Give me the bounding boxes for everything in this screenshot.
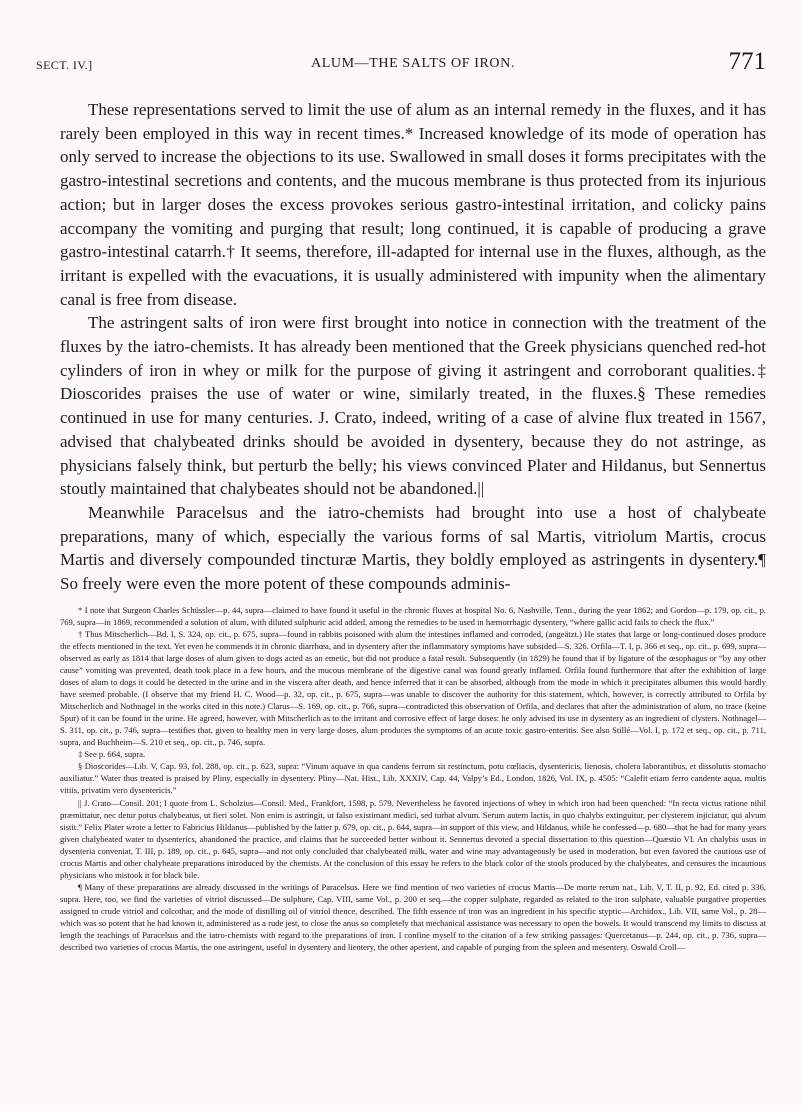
page-number: 771	[728, 48, 766, 75]
footnote-dagger: † Thus Mitscherlich—Bd. I, S. 324, op. cit., p. 675, supra—found in rabbits poisoned with alum the intestines inflamed and corroded, (angeätzt.) He states that large or long-continued doses produce the effects mentioned in the text. Yet even he commends it in chronic diarrhœa, and in dysentery after the inflammatory symptoms have subsided—S. 326. Orfila—T. I, p. 366 et seq., op. cit., p. 699, supra—observed as early as 1814 that large doses of alum given to dogs acted as an emetic, but did not produce a fatal result. Subsequently (in 1829) he found that if by ligature of the œsophagus or “by any other cause” vomiting was prevented, death took place in a few hours, and the mucous membrane of the digestive canal was found greatly inflamed. Orfila found furthermore that after the exhibition of large doses of alum to dogs it could be detected in the urine and in the viscera after death, and hence inferred that it can be absorbed, although from the mode in which it precipitates albumen this would hardly have seemed probable. (I observe that my friend H. C. Wood—p. 32, op. cit., p. 675, supra—was unable to discover the authority for this statement, which, however, is correctly attributed to Orfila by Mitscherlich and Nothnagel in the works cited in this note.) Clarus—S. 169, op. cit., p. 766, supra—contradicted this observation of Orfila, and declares that after the administration of alum, no trace (keine Spur) of it can be found in the urine. He agreed, however, with Mitscherlich as to the irritant and corrosive effect of large doses: he only advised its use in dysentery as an ingredient of clysters. Nothnagel—S. 311, op. cit., p. 746, supra—testifies that, given to healthy men in very large doses, alum produces the symptoms of an acute toxic gastro-enteritis. See also Stillé—Vol. I, p. 172 et seq., op. cit., p. 711, supra, and Buchheim—S. 210 et seq., op. cit., p. 746, supra.	[60, 628, 766, 748]
paragraph-alum-limits: These representations served to limit the use of alum as an internal remedy in the fluxes, and it has rarely been employed in this way in recent times.* Increased knowledge of its mode of operation has only served to increase the objections to its use. Swallowed in small doses it forms precipitates with the gastro-intestinal secretions and contents, and the mucous membrane is thus protected from its injurious action; but in larger doses the excess provokes serious gastro-intestinal irritation, and colicky pains accompany the vomiting and purging that result; long continued, it is capable of producing a grave gastro-intestinal catarrh.† It seems, therefore, ill-adapted for internal use in the fluxes, although, as the irritant is expelled with the evacuations, it is usually administered with impunity when the alimentary canal is free from disease.	[60, 100, 766, 309]
section-label: SECT. IV.]	[36, 58, 93, 72]
paragraph-iron-salts: The astringent salts of iron were first brought into notice in connection with the treatment of the fluxes by the iatro-chemists. It has already been mentioned that the Greek physicians quenched red-hot cylinders of iron in whey or milk for the purpose of giving it astringent and corroborant qualities.‡ Dioscorides praises the use of water or wine, similarly treated, in the fluxes.§ These remedies continued in use for many centuries. J. Crato, indeed, writing of a case of alvine flux treated in 1567, advised that chalybeated drinks should be avoided in dysentery, because they do not astringe, as physicians falsely think, but perturb the belly; his views convinced Plater and Hildanus, but Sennertus stoutly maintained that chalybeates should not be abandoned.||	[60, 313, 766, 499]
footnote-pilcrow: ¶ Many of these preparations are already discussed in the writings of Paracelsus. Here we find mention of two varieties of crocus Martis—De morte rerum nat., Lib. V, T. II, p. 92, Ed. cited p. 336, supra. Here, too, we find the varieties of vitriol discussed—De sulphure, Cap. VIII, same Vol., p. 200 et seq.—the copper sulphate, regarded as related to the iron sulphate, valuable purgative properties assigned to crude vitriol and colcothar, and the mode of distilling oil of vitriol thence, described. The fifth essence of iron was an ingredient in his specific styptic—Archidox., Lib. VII, same Vol., p. 28—which was so potent that he had known it, administered as a rude jest, to close the anus so completely that mechanical assistance was necessary to open the bowels. It would transcend my limits to discuss at length the teachings of Paracelsus and the iatro-chemists with regard to the preparations of iron. I confine myself to the citation of a few striking passages: Quercetanus—p. 244, op. cit., p. 736, supra—described two varieties of crocus Martis, the one astringent, useful in dysentery and lientery, the other aperient, and capable of purging from the spleen and mesentery. Oswald Croll—	[60, 881, 766, 953]
page	[36, 46, 766, 953]
footnote-double-dagger: ‡ See p. 664, supra.	[78, 749, 146, 760]
body-text	[60, 98, 766, 596]
footnotes	[60, 604, 766, 953]
page-title: ALUM—THE SALTS OF IRON.	[311, 56, 515, 71]
paragraph-paracelsus: Meanwhile Paracelsus and the iatro-chemists had brought into use a host of chalybeate preparations, many of which, especially the various forms of sal Martis, vitriolum Martis, crocus Martis and diversely compounded tincturæ Martis, they boldly employed as astringents in dysentery.¶ So freely were even the more potent of these compounds adminis-	[60, 502, 766, 594]
footnote-section: § Dioscorides—Lib. V, Cap. 93, fol. 288, op. cit., p. 623, supra: “Vinum aquave in qua candens ferrum sit restinctum, potu cœliacis, dysentericis, lienosis, cholera laborantibus, et dissolutis stomacho auxiliatur.” Water thus treated is praised by Pliny, especially in dysentery. Pliny—Nat. Hist., Lib. XXXIV, Cap. 44, Valpy’s Ed., London, 1826, Vol. IX, p. 4505: “Calefit etiam ferro candente aqua, multis vitiis, privatim vero dysentericis.”	[60, 761, 766, 796]
footnote-parallel: || J. Crato—Consil. 201; I quote from L. Scholzius—Consil. Med., Frankfort, 1598, p. 579. Nevertheless he favored injections of whey in which iron had been quenched: “In recta victus ratione nihil præmittatur, nec detur potus chalybeatus, ut fieri solet. Non enim is astringit, ut falso existimant medici, sed turbat alvum. Serum autem lactis, in quo chalybs extinguitur, per clysterem injiciatur, qui alvum sistit.” Felix Plater wrote a letter to Fabricius Hildanus—published by the latter p. 679, op. cit., p. 644, supra—in support of this view, and Hildanus, while he confessed—p. 680—that he had for many years given chalybeated water to dysenterics, abandoned the practice, and claims that he succeeded better without it. Sennertus devoted a special dissertation to this question—Quæstio VI. An chalybis usus in dysenteria conveniat, T. III, p. 189, op. cit., p. 645, supra—and not only concluded that chalybeated milk, water and wine may advantageously be used in moderation, but even favored the cautious use of crocus Martis and other chalybeate preparations introduced by the chemists. At the conclusion of this essay he refers to the black color of the stools produced by the chalybeates, and censures the incautious physicians who mistook it for black bile.	[60, 797, 766, 880]
footnote-asterisk: * I note that Surgeon Charles Schüssler—p. 44, supra—claimed to have found it useful in the chronic fluxes at hospital No. 6, Nashville, Tenn., during the year 1862; and Gordon—p. 179, op. cit., p. 769, supra—in 1869, recommended a solution of alum, with diluted sulphuric acid added, among the remedies to be used in hæmorrhagic dysentery, “where gallic acid fails to check the flux.”	[60, 604, 766, 627]
running-header	[36, 46, 766, 76]
